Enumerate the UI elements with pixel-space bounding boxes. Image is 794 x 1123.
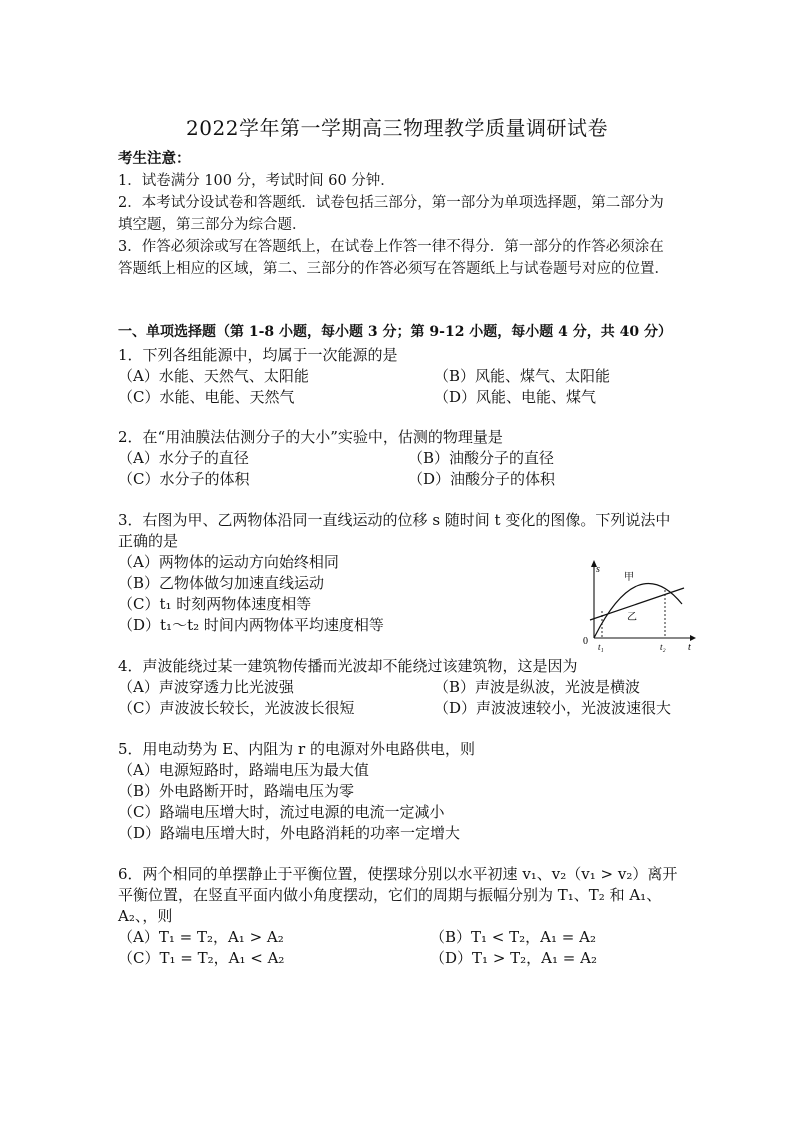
notice-item: 1．试卷满分 100 分，考试时间 60 分钟． bbox=[118, 173, 395, 189]
jia-label: 甲 bbox=[624, 572, 634, 583]
question-stem: 1．下列各组能源中，均属于一次能源的是 bbox=[118, 346, 398, 364]
question-stem: 3．右图为甲、乙两物体沿同一直线运动的位移 s 随时间 t 变化的图像。下列说法中正确的是 bbox=[118, 511, 671, 550]
option-b[interactable]: （B）油酸分子的直径 bbox=[408, 449, 555, 467]
option-c[interactable]: （C）水能、电能、天然气 bbox=[118, 388, 295, 406]
option-c[interactable]: （C）t₁ 时刻两物体速度相等 bbox=[118, 595, 312, 613]
option-list bbox=[118, 677, 684, 719]
t-label: t bbox=[688, 642, 691, 653]
option-a[interactable]: （A）T₁ = T₂，A₁ > A₂ bbox=[118, 928, 284, 946]
question-stem: 2．在“用油膜法估测分子的大小”实验中，估测的物理量是 bbox=[118, 428, 503, 446]
origin-label: 0 bbox=[583, 636, 588, 647]
option-d[interactable]: （D）风能、电能、煤气 bbox=[434, 388, 597, 406]
notice-item: 2．本考试分设试卷和答题纸．试卷包括三部分，第一部分为单项选择题，第二部分为填空题，第三部分为综合题． bbox=[118, 195, 664, 233]
option-c[interactable]: （C）路端电压增大时，流过电源的电流一定减小 bbox=[118, 803, 445, 821]
option-list bbox=[118, 448, 684, 490]
question-6 bbox=[118, 864, 684, 969]
option-a[interactable]: （A）水分子的直径 bbox=[118, 449, 249, 467]
option-b[interactable]: （B）声波是纵波，光波是横波 bbox=[434, 678, 641, 696]
option-c[interactable]: （C）水分子的体积 bbox=[118, 470, 250, 488]
option-d[interactable]: （D）声波波速较小，光波波速很大 bbox=[434, 699, 672, 717]
curve-jia bbox=[594, 583, 682, 638]
option-c[interactable]: （C）声波波长较长，光波波长很短 bbox=[118, 699, 355, 717]
question-stem: 4．声波能绕过某一建筑物传播而光波却不能绕过该建筑物，这是因为 bbox=[118, 657, 578, 675]
line-yi bbox=[590, 588, 684, 620]
option-b[interactable]: （B）乙物体做匀加速直线运动 bbox=[118, 574, 325, 592]
t-axis-arrow bbox=[690, 635, 696, 641]
option-b[interactable]: （B）外电路断开时，路端电压为零 bbox=[118, 782, 355, 800]
option-list bbox=[118, 366, 684, 408]
notice-heading: 考生注意： bbox=[118, 150, 191, 167]
option-d[interactable]: （D）T₁ > T₂，A₁ = A₂ bbox=[430, 949, 597, 967]
option-b[interactable]: （B）T₁ < T₂，A₁ = A₂ bbox=[430, 928, 596, 946]
option-d[interactable]: （D）路端电压增大时，外电路消耗的功率一定增大 bbox=[118, 824, 461, 842]
t2-label: t₂ bbox=[660, 642, 666, 652]
question-stem: 5．用电动势为 E、内阻为 r 的电源对外电路供电，则 bbox=[118, 740, 475, 758]
question-1 bbox=[118, 345, 684, 408]
displacement-time-graph bbox=[572, 558, 698, 654]
yi-label: 乙 bbox=[627, 612, 637, 623]
question-5 bbox=[118, 739, 684, 844]
option-b[interactable]: （B）风能、煤气、太阳能 bbox=[434, 367, 611, 385]
page-title: 2022学年第一学期高三物理教学质量调研试卷 bbox=[186, 116, 608, 140]
option-a[interactable]: （A）声波穿透力比光波强 bbox=[118, 678, 294, 696]
option-a[interactable]: （A）电源短路时，路端电压为最大值 bbox=[118, 761, 369, 779]
s-label: s bbox=[596, 564, 600, 575]
question-2 bbox=[118, 427, 684, 490]
option-list bbox=[118, 927, 684, 969]
option-a[interactable]: （A）水能、天然气、太阳能 bbox=[118, 367, 309, 385]
option-d[interactable]: （D）t₁～t₂ 时间内两物体平均速度相等 bbox=[118, 616, 384, 634]
option-c[interactable]: （C）T₁ = T₂，A₁ < A₂ bbox=[118, 949, 285, 967]
t1-label: t₁ bbox=[598, 642, 604, 652]
notice-item: 3．作答必须涂或写在答题纸上，在试卷上作答一律不得分．第一部分的作答必须涂在答题纸上相应的区域，第二、三部分的作答必须写在答题纸上与试卷题号对应的位置． bbox=[118, 239, 669, 277]
option-a[interactable]: （A）两物体的运动方向始终相同 bbox=[118, 553, 339, 571]
option-d[interactable]: （D）油酸分子的体积 bbox=[408, 470, 556, 488]
section-heading: 一、单项选择题（第 1-8 小题，每小题 3 分；第 9-12 小题，每小题 4 分，共 40 分） bbox=[118, 324, 673, 340]
question-4 bbox=[118, 656, 684, 719]
candidate-notice bbox=[118, 148, 678, 280]
question-stem: 6．两个相同的单摆静止于平衡位置，使摆球分别以水平初速 v₁、v₂（v₁ > v₂）离开平衡位置，在竖直平面内做小角度摆动，它们的周期与振幅分别为 T₁、T₂ 和 A₁、A₂、，则 bbox=[118, 865, 678, 925]
